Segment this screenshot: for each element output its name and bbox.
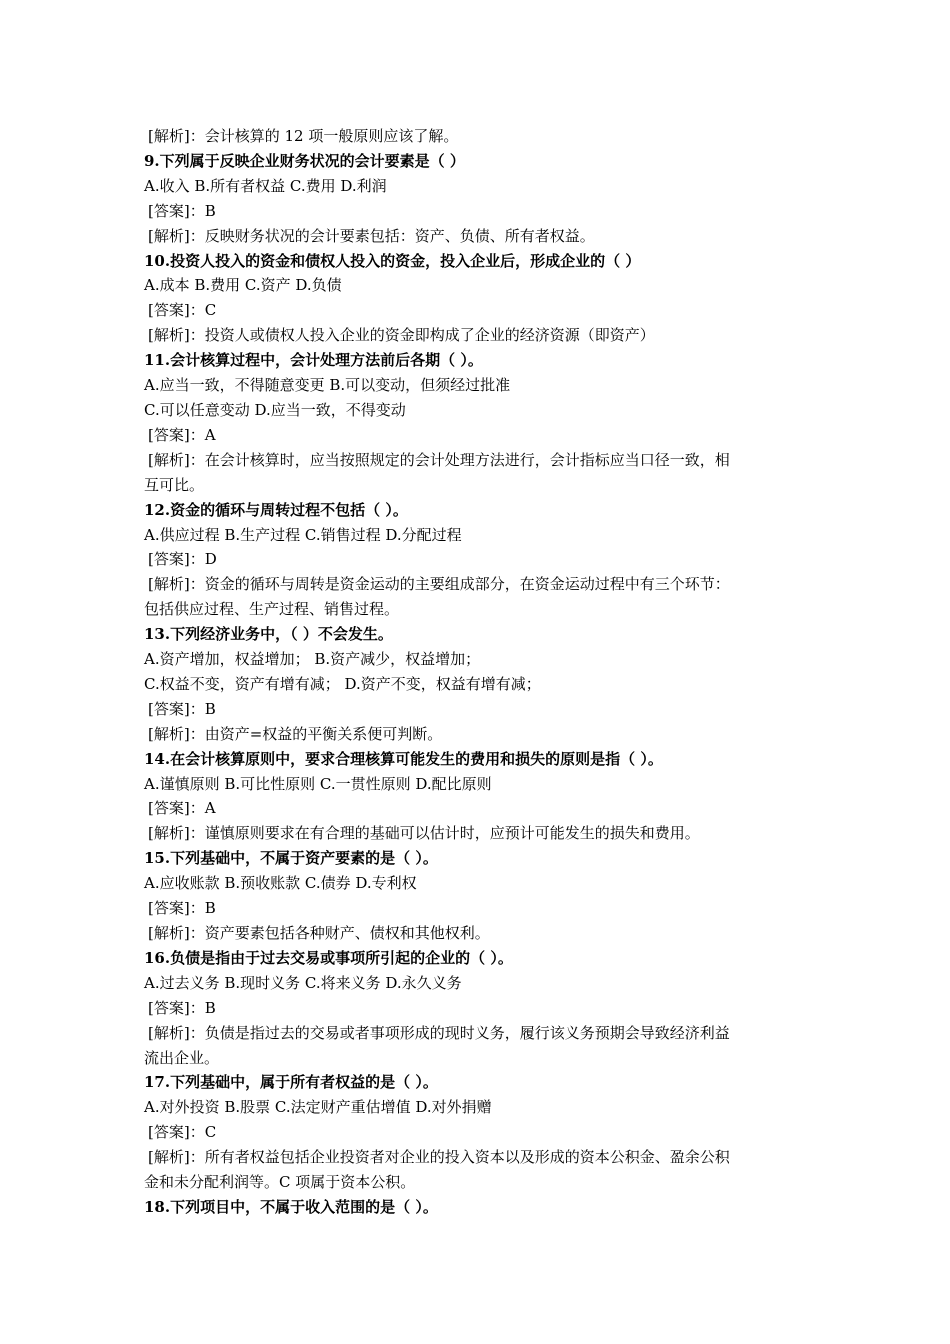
options-line: A.资产增加，权益增加； B.资产减少，权益增加； xyxy=(144,650,481,669)
question-11: 11.会计核算过程中，会计处理方法前后各期（ ）。 xyxy=(144,351,483,370)
options-line: A.应当一致，不得随意变更 B.可以变动，但须经过批准 xyxy=(144,376,511,395)
answer-line: [答案]：B xyxy=(148,998,216,1017)
answer-line: [答案]：A xyxy=(148,799,216,818)
explanation-continuation: 包括供应过程、生产过程、销售过程。 xyxy=(144,600,400,619)
explanation-line: [解析]：反映财务状况的会计要素包括：资产、负债、所有者权益。 xyxy=(148,226,595,245)
question-13: 13.下列经济业务中，（ ）不会发生。 xyxy=(144,625,393,644)
question-16: 16.负债是指由于过去交易或事项所引起的企业的（ ）。 xyxy=(144,948,513,967)
options-line: A.过去义务 B.现时义务 C.将来义务 D.永久义务 xyxy=(144,973,462,992)
question-14: 14.在会计核算原则中，要求合理核算可能发生的费用和损失的原则是指（ ）。 xyxy=(144,749,663,768)
explanation-continuation: 互可比。 xyxy=(144,475,205,494)
options-line: A.收入 B.所有者权益 C.费用 D.利润 xyxy=(144,176,387,195)
question-9: 9.下列属于反映企业财务状况的会计要素是（ ） xyxy=(144,151,465,170)
explanation-line: [解析]：谨慎原则要求在有合理的基础可以估计时，应预计可能发生的损失和费用。 xyxy=(148,824,700,843)
question-17: 17.下列基础中，属于所有者权益的是（ ）。 xyxy=(144,1073,438,1092)
options-line: A.对外投资 B.股票 C.法定财产重估增值 D.对外捐赠 xyxy=(144,1098,492,1117)
explanation-continuation: 金和未分配利润等。C 项属于资本公积。 xyxy=(144,1173,416,1192)
answer-line: [答案]：B xyxy=(148,899,216,918)
explanation-line: [解析]：资金的循环与周转是资金运动的主要组成部分，在资金运动过程中有三个环节： xyxy=(148,575,730,594)
answer-line: [答案]：C xyxy=(148,301,217,320)
options-line: C.可以任意变动 D.应当一致，不得变动 xyxy=(144,400,406,419)
answer-line: [答案]：D xyxy=(148,550,217,569)
answer-line: [答案]：A xyxy=(148,425,216,444)
explanation-line: [解析]：在会计核算时，应当按照规定的会计处理方法进行，会计指标应当口径一致，相 xyxy=(148,450,730,469)
question-12: 12.资金的循环与周转过程不包括（ ）。 xyxy=(144,500,408,519)
options-line: C.权益不变，资产有增有减； D.资产不变，权益有增有减； xyxy=(144,674,541,693)
question-18: 18.下列项目中，不属于收入范围的是（ ）。 xyxy=(144,1197,438,1216)
explanation-line: [解析]：资产要素包括各种财产、债权和其他权利。 xyxy=(148,924,490,942)
explanation-line: [解析]：会计核算的 12 项一般原则应该了解。 xyxy=(148,127,459,145)
explanation-line: [解析]：所有者权益包括企业投资者对企业的投入资本以及形成的资本公积金、盈余公积 xyxy=(148,1148,730,1167)
options-line: A.谨慎原则 B.可比性原则 C.一贯性原则 D.配比原则 xyxy=(144,774,492,793)
explanation-line: [解析]：投资人或债权人投入企业的资金即构成了企业的经济资源（即资产） xyxy=(148,326,655,345)
question-10: 10.投资人投入的资金和债权人投入的资金，投入企业后，形成企业的（ ） xyxy=(144,251,641,270)
explanation-line: [解析]：负债是指过去的交易或者事项形成的现时义务，履行该义务预期会导致经济利益 xyxy=(148,1023,730,1042)
question-15: 15.下列基础中，不属于资产要素的是（ ）。 xyxy=(144,849,438,868)
answer-line: [答案]：C xyxy=(148,1123,217,1142)
explanation-line: [解析]：由资产=权益的平衡关系便可判断。 xyxy=(148,724,443,743)
options-line: A.成本 B.费用 C.资产 D.负债 xyxy=(144,276,342,295)
answer-line: [答案]：B xyxy=(148,201,216,220)
explanation-continuation: 流出企业。 xyxy=(144,1048,220,1067)
options-line: A.应收账款 B.预收账款 C.债券 D.专利权 xyxy=(144,874,417,893)
document-page xyxy=(144,124,808,1220)
answer-line: [答案]：B xyxy=(148,699,216,718)
options-line: A.供应过程 B.生产过程 C.销售过程 D.分配过程 xyxy=(144,525,462,544)
